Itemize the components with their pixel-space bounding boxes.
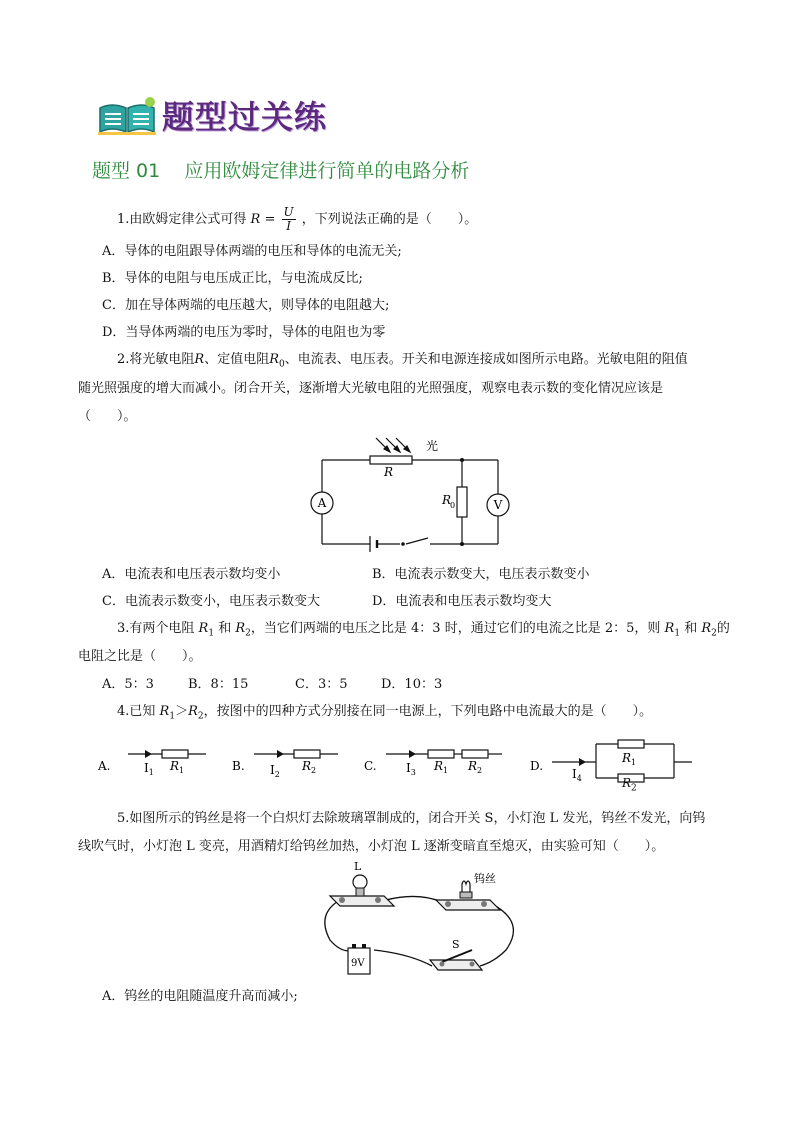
q4-c-r2-label: $R_2$ xyxy=(468,759,483,775)
q1-option-a: A．导体的电阻跟导体两端的电压和导体的电流无关; xyxy=(102,244,402,259)
q2-line1 xyxy=(117,351,688,374)
q4-c-resistor-r2 xyxy=(462,750,488,758)
q4-d-resistor-r1 xyxy=(618,740,644,748)
q2-r: R xyxy=(194,352,205,367)
q2-line1-b: 、定值电阻 xyxy=(204,352,270,367)
q4-b-resistor-r2 xyxy=(294,750,320,758)
q4-d-r2-label-html xyxy=(622,776,637,793)
q5-line1: 5.如图所示的钨丝是将一个白炽灯去除玻璃罩制成的，闭合开关 S，小灯泡 L 发光，钨丝不发光，向钨 xyxy=(117,811,706,826)
q2-option-b: B．电流表示数变大，电压表示数变小 xyxy=(372,567,590,582)
q4-r1-sub: 1 xyxy=(169,711,176,722)
open-book-icon xyxy=(96,96,158,136)
section-title: 应用欧姆定律进行简单的电路分析 xyxy=(184,160,470,182)
r-label: R xyxy=(384,465,394,479)
q4-r1: R xyxy=(159,704,170,719)
q4-b-current: $I_2$ xyxy=(270,763,280,779)
q4-r2-sub: 2 xyxy=(197,711,204,722)
q2-option-c: C．电流表示数变小，电压表示数变大 xyxy=(102,594,320,609)
battery-label: 9V xyxy=(351,958,365,969)
q5-line2: 线吹气时，小灯泡 L 变亮，用酒精灯给钨丝加热，小灯泡 L 逐渐变暗直至熄灭，由实验可知（ ）。 xyxy=(78,839,665,854)
q1-formula-fraction xyxy=(282,206,296,233)
q3-d: 和 xyxy=(684,621,698,636)
q4-gt: ＞ xyxy=(175,704,189,719)
q1-option-c: C．加在导体两端的电压越大，则导体的电阻越大; xyxy=(102,298,390,313)
q1-prefix: 1.由欧姆定律公式可得 xyxy=(117,212,247,227)
q1-formula-numerator: U xyxy=(283,205,294,219)
q2-option-a: A．电流表和电压表示数均变小 xyxy=(102,567,281,582)
q3-r1-sub-again: 1 xyxy=(674,628,681,639)
q2-r0: R xyxy=(269,352,280,367)
q2-option-d: D．电流表和电压表示数均变大 xyxy=(372,594,552,609)
q3-r2: R xyxy=(235,621,246,636)
r0-label: R xyxy=(442,493,452,507)
q1-stem xyxy=(117,205,477,235)
q3-option-d: D．10：3 xyxy=(381,677,443,692)
q3-option-b: B．8：15 xyxy=(188,677,249,692)
q4-c-resistor-r1 xyxy=(428,750,454,758)
q2-r0-sub: 0 xyxy=(279,359,285,370)
q3-r2-again: R xyxy=(701,621,712,636)
q1-formula-denominator: I xyxy=(286,219,291,233)
filament-label: 钨丝 xyxy=(474,872,496,885)
q3-option-a: A．5：3 xyxy=(102,677,154,692)
lamp-bulb-icon xyxy=(353,875,367,889)
q4-d-r1-label: $R_1$ xyxy=(622,751,637,767)
q4-c-current: $I_3$ xyxy=(406,761,416,777)
section-heading xyxy=(92,156,469,183)
q4-option-c-label: C. xyxy=(364,759,377,773)
light-arrows xyxy=(376,438,410,452)
resistor-r0 xyxy=(457,487,467,517)
q4-d-r2-sub: 2 xyxy=(631,783,637,794)
q3-r2-sub: 2 xyxy=(245,628,251,639)
q2-circuit-diagram xyxy=(300,432,530,561)
voltmeter-label: V xyxy=(493,498,503,512)
q4-a-resistor-r1 xyxy=(162,750,188,758)
q4-option-b-label: B. xyxy=(232,759,245,773)
q3-r1-again: R xyxy=(664,621,675,636)
q1-option-d: D．当导体两端的电压为零时，导体的电阻也为零 xyxy=(102,325,386,340)
switch-label: S xyxy=(452,938,460,951)
q4-option-d-label: D. xyxy=(530,759,544,773)
q5-option-a: A．钨丝的电阻随温度升高而减小; xyxy=(102,989,298,1004)
q5-apparatus-diagram xyxy=(314,862,524,984)
q3-b: 和 xyxy=(218,621,232,636)
q3-a: 3.有两个电阻 xyxy=(117,621,195,636)
q2-line1-a: 2.将光敏电阻 xyxy=(117,352,195,367)
q4-a-r-label: $R_1$ xyxy=(170,759,185,775)
q3-line1: 3.有两个电阻 $R_1$ 和 $R_2$，当它们两端的电压之比是 4：3 时，通过它们的电流之比是 2：5，则 $R_1$ 和 $R_2$的 xyxy=(117,621,730,639)
q3-line2: 电阻之比是（ ）。 xyxy=(78,649,202,664)
ammeter-label: A xyxy=(317,496,327,510)
q4-b-r-label: $R_2$ xyxy=(302,759,317,775)
photoresistor-r xyxy=(370,456,412,464)
q4-line1 xyxy=(117,703,652,726)
banner-title: 题型过关练 xyxy=(162,98,328,136)
q4-a-current: $I_1$ xyxy=(144,761,154,777)
q1-suffix: ，下列说法正确的是（ ）。 xyxy=(301,212,478,227)
section-label: 题型 01 xyxy=(92,160,161,182)
q1-option-b: B．导体的电阻与电压成正比，与电流成反比; xyxy=(102,271,363,286)
q1-formula-lhs: R = xyxy=(250,212,276,227)
q3-r1: R xyxy=(198,621,209,636)
lamp-label: L xyxy=(354,862,362,873)
q4-b: ，按图中的四种方式分别接在同一电源上，下列电路中电流最大的是（ ）。 xyxy=(203,704,653,719)
q4-r2: R xyxy=(188,704,198,719)
q3-r2-sub-again: 2 xyxy=(711,628,717,639)
q4-option-a-label: A. xyxy=(98,759,111,773)
q2-line3: （ ）。 xyxy=(78,409,137,424)
q2-line1-c: 、电流表、电压表。开关和电源连接成如图所示电路。光敏电阻的阻值 xyxy=(284,352,688,367)
r0-sub-label: 0 xyxy=(450,501,456,510)
q3-c: ，当它们两端的电压之比是 4：3 时，通过它们的电流之比是 2：5，则 xyxy=(250,621,661,636)
q2-line2: 随光照强度的增大而减小。闭合开关，逐渐增大光敏电阻的光照强度，观察电表示数的变化情况应该是 xyxy=(78,381,664,396)
q4-c-r1-label: $R_1$ xyxy=(434,759,449,775)
light-label: 光 xyxy=(426,439,439,453)
q4-d-current: $I_4$ xyxy=(572,767,582,783)
q4-a: 4.已知 xyxy=(117,704,156,719)
q3-r1-sub: 1 xyxy=(208,628,215,639)
q3-option-c: C．3：5 xyxy=(295,677,348,692)
q4-d-r2-letter: R xyxy=(622,776,632,790)
